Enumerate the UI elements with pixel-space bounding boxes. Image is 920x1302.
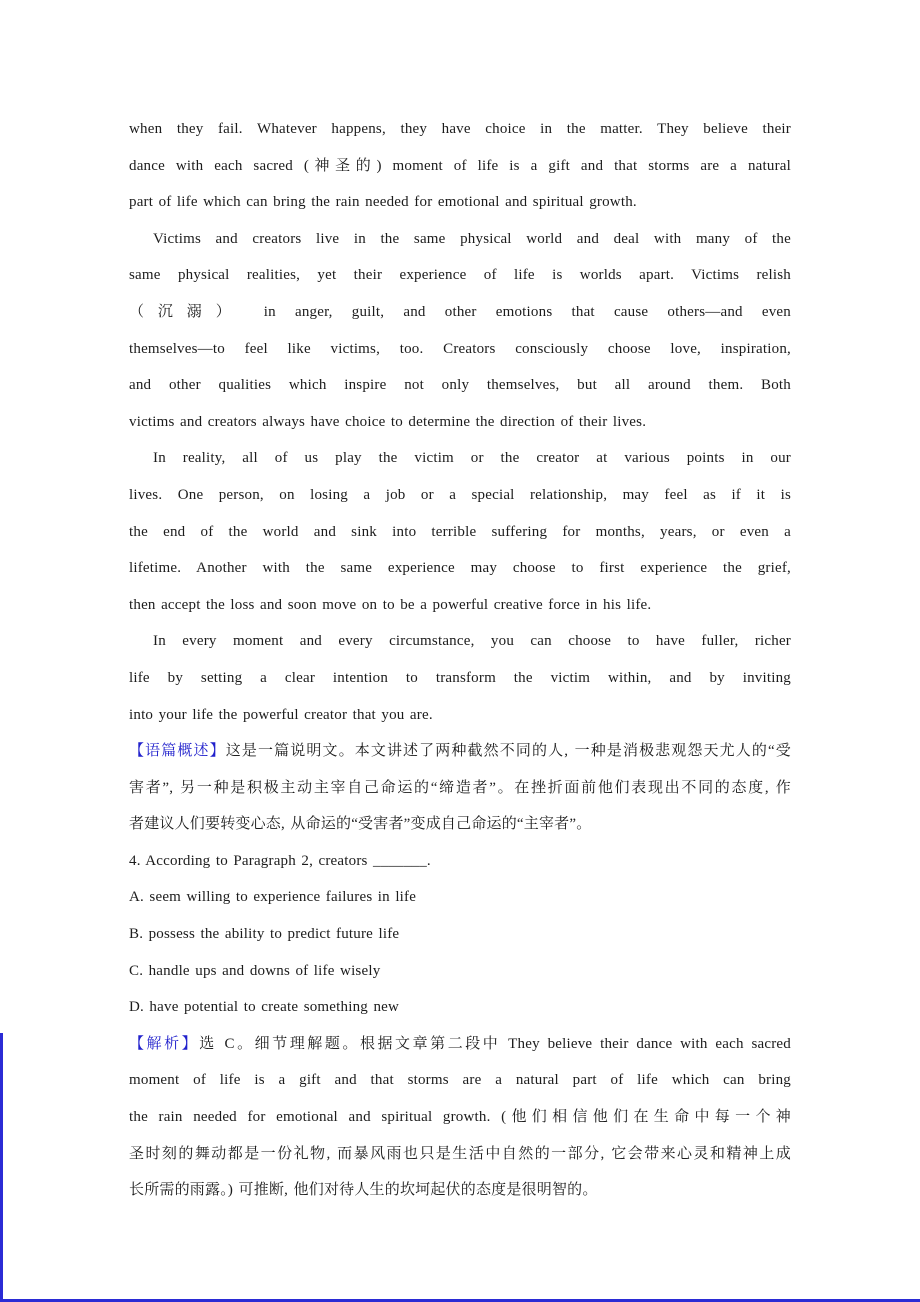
passage-line: lives. One person, on losing a job or a special relationship, may feel as if it is: [129, 486, 791, 503]
passage-line: the end of the world and sink into terrible suffering for months, years, or even a: [129, 523, 791, 540]
analysis-line: 长所需的雨露。) 可推断, 他们对待人生的坎坷起伏的态度是很明智的。: [129, 1182, 598, 1199]
passage-line: into your life the powerful creator that you are.: [129, 706, 433, 723]
analysis-line: moment of life is a gift and that storms are a natural part of life which can bring: [129, 1072, 791, 1089]
passage-line: Victims and creators live in the same physical world and deal with many of the: [153, 230, 791, 247]
passage-line: dance with each sacred (神圣的) moment of life is a gift and that storms are a natural: [129, 157, 791, 174]
analysis-line: 【解析】选 C。细节理解题。根据文章第二段中 They believe their dance with each sacred: [129, 1035, 791, 1052]
passage-line: and other qualities which inspire not only themselves, but all around them. Both: [129, 377, 791, 394]
analysis-line: the rain needed for emotional and spiritual growth. (他们相信他们在生命中每一个神: [129, 1109, 791, 1126]
analysis-label: 【解析】: [129, 1035, 200, 1052]
option-c: C. handle ups and downs of life wisely: [129, 962, 381, 979]
passage-line: In every moment and every circumstance, you can choose to have fuller, richer: [153, 633, 791, 650]
document-body: [129, 111, 791, 1209]
passage-line: then accept the loss and soon move on to be a powerful creative force in his life.: [129, 596, 652, 613]
passage-line: In reality, all of us play the victim or the creator at various points in our: [153, 450, 791, 467]
passage-line: life by setting a clear intention to transform the victim within, and by inviting: [129, 669, 791, 686]
summary-line: 者建议人们要转变心态, 从命运的“受害者”变成自己命运的“主宰者”。: [129, 816, 592, 833]
summary-label: 【语篇概述】: [129, 743, 226, 760]
passage-line: themselves—to feel like victims, too. Creators consciously choose love, inspiration,: [129, 340, 791, 357]
analysis-line: 圣时刻的舞动都是一份礼物, 而暴风雨也只是生活中自然的一部分, 它会带来心灵和精神上成: [129, 1145, 791, 1162]
passage-line: （沉溺） in anger, guilt, and other emotions that cause others—and even: [129, 303, 791, 320]
summary-line: 害者”, 另一种是积极主动主宰自己命运的“缔造者”。在挫折面前他们表现出不同的态度, 作: [129, 779, 791, 796]
option-b: B. possess the ability to predict future life: [129, 926, 400, 943]
left-blue-border: [0, 1033, 3, 1302]
question-stem: 4. According to Paragraph 2, creators _______.: [129, 852, 431, 869]
passage-line: part of life which can bring the rain needed for emotional and spiritual growth.: [129, 194, 637, 211]
passage-line: same physical realities, yet their experience of life is worlds apart. Victims relish: [129, 267, 791, 284]
passage-line: victims and creators always have choice to determine the direction of their lives.: [129, 413, 647, 430]
summary-line: 【语篇概述】这是一篇说明文。本文讲述了两种截然不同的人, 一种是消极悲观怨天尤人的“受: [129, 743, 791, 760]
passage-line: when they fail. Whatever happens, they have choice in the matter. They believe their: [129, 121, 791, 137]
option-a: A. seem willing to experience failures in life: [129, 889, 417, 906]
option-d: D. have potential to create something new: [129, 999, 400, 1016]
passage-line: lifetime. Another with the same experience may choose to first experience the grief,: [129, 560, 791, 577]
